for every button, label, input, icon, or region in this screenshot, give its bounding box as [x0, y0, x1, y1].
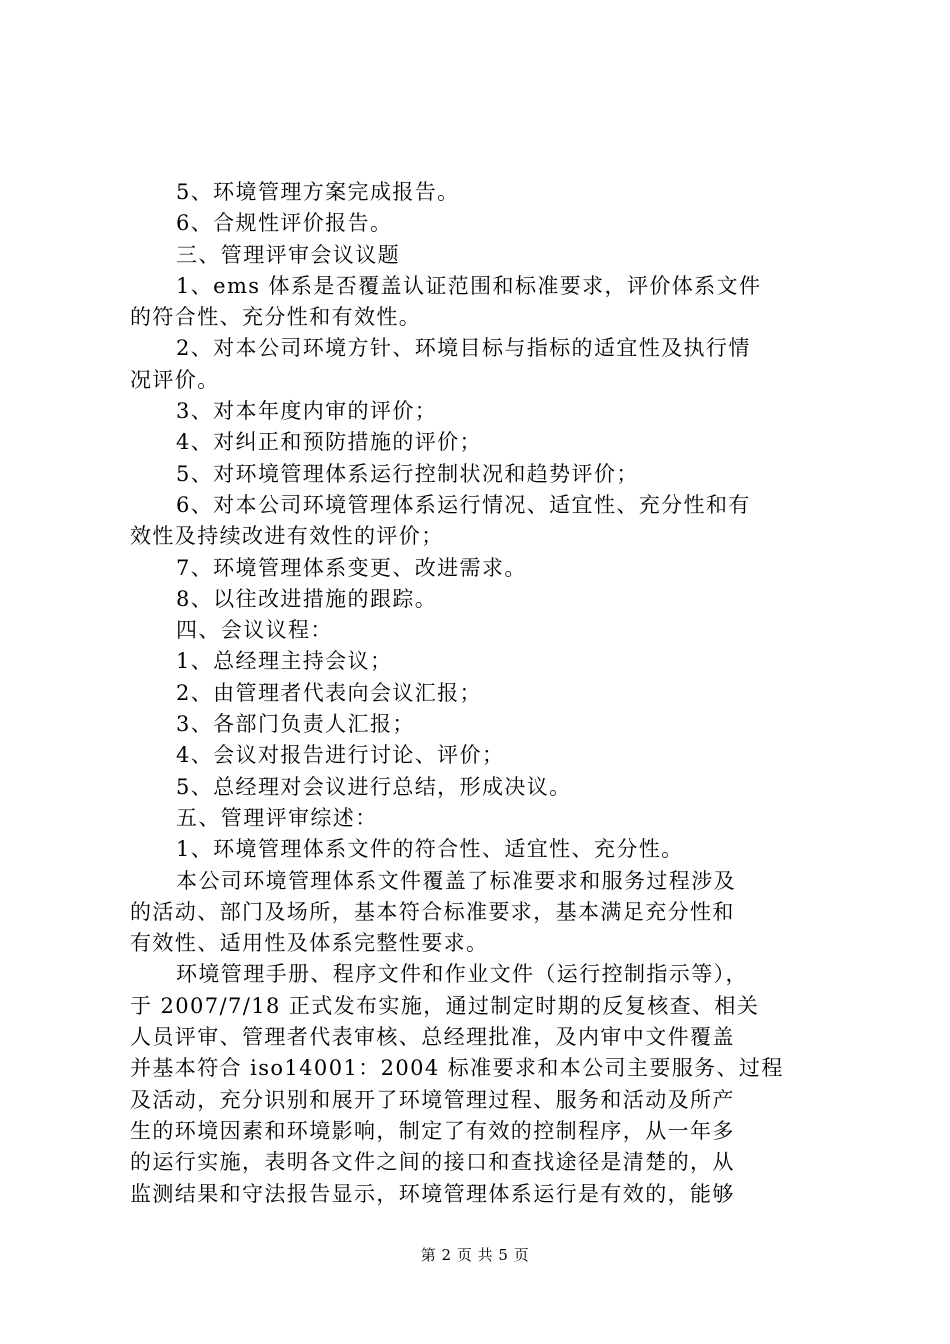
section-heading: 四、会议议程： — [176, 618, 333, 643]
text-line: 于 2007/7/18 正式发布实施，通过制定时期的反复核查、相关 — [130, 993, 760, 1018]
text-line: 效性及持续改进有效性的评价； — [130, 524, 444, 549]
text-line: 本公司环境管理体系文件覆盖了标准要求和服务过程涉及 — [176, 868, 736, 893]
text-line: 监测结果和守法报告显示，环境管理体系运行是有效的，能够 — [130, 1181, 735, 1206]
text-line: 1、环境管理体系文件的符合性、适宜性、充分性。 — [176, 837, 684, 862]
text-line: 生的环境因素和环境影响，制定了有效的控制程序，从一年多 — [130, 1118, 735, 1143]
text-line: 的运行实施，表明各文件之间的接口和查找途径是清楚的，从 — [130, 1150, 735, 1175]
text-line: 4、对纠正和预防措施的评价； — [176, 430, 482, 455]
text-line: 5、总经理对会议进行总结，形成决议。 — [176, 774, 572, 799]
text-line: 2、由管理者代表向会议汇报； — [176, 680, 482, 705]
document-body — [130, 177, 830, 1210]
text-line: 的活动、部门及场所，基本符合标准要求，基本满足充分性和 — [130, 899, 735, 924]
text-line: 2、对本公司环境方针、环境目标与指标的适宜性及执行情 — [176, 336, 751, 361]
text-line: 5、对环境管理体系运行控制状况和趋势评价； — [176, 461, 639, 486]
text-line: 况评价。 — [130, 367, 220, 392]
text-line: 8、以往改进措施的跟踪。 — [176, 586, 438, 611]
text-line: 4、会议对报告进行讨论、评价； — [176, 743, 505, 768]
text-line: 人员评审、管理者代表审核、总经理批准，及内审中文件覆盖 — [130, 1025, 735, 1050]
text-line: 环境管理手册、程序文件和作业文件（运行控制指示等）， — [176, 962, 748, 987]
text-line: 及活动，充分识别和展开了环境管理过程、服务和活动及所产 — [130, 1087, 735, 1112]
text-line: 并基本符合 iso14001：2004 标准要求和本公司主要服务、过程 — [130, 1056, 784, 1081]
section-heading: 三、管理评审会议议题 — [176, 242, 400, 267]
text-line: 3、各部门负责人汇报； — [176, 712, 415, 737]
text-line: 的符合性、充分性和有效性。 — [130, 305, 422, 330]
text-line: 1、总经理主持会议； — [176, 649, 393, 674]
section-heading: 五、管理评审综述： — [176, 805, 378, 830]
text-line: 6、合规性评价报告。 — [176, 211, 393, 236]
text-line: 3、对本年度内审的评价； — [176, 399, 438, 424]
text-line: 7、环境管理体系变更、改进需求。 — [176, 555, 527, 580]
text-line: 5、环境管理方案完成报告。 — [176, 180, 460, 204]
text-line: 1、ems 体系是否覆盖认证范围和标准要求，评价体系文件 — [176, 273, 762, 298]
text-line: 有效性、适用性及体系完整性要求。 — [130, 931, 489, 956]
text-line: 6、对本公司环境管理体系运行情况、适宜性、充分性和有 — [176, 492, 751, 517]
page-number-footer: 第 2 页 共 5 页 — [420, 1246, 530, 1264]
